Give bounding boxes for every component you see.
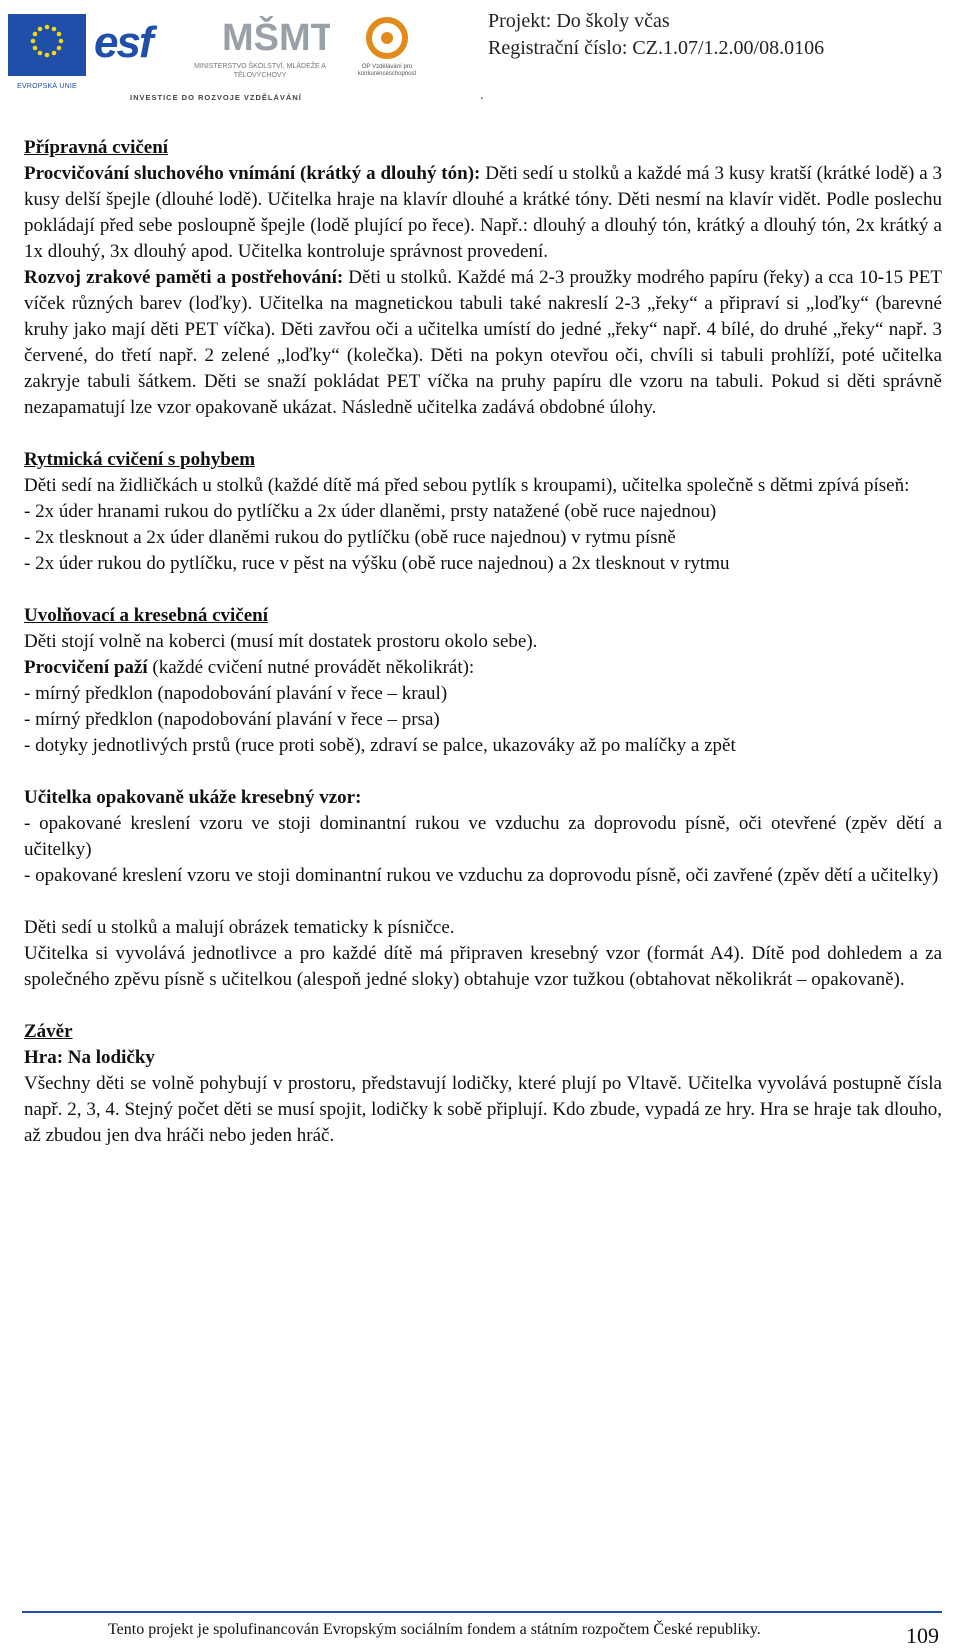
page-header	[0, 0, 960, 115]
visual-paragraph	[24, 265, 942, 421]
project-name: Projekt: Do školy včas	[488, 10, 670, 32]
header-dot: .	[480, 88, 484, 103]
op-caption: OP Vzdělávání pro konkurenceschopnost	[357, 64, 417, 77]
hearing-label: Procvičování sluchového vnímání (krátký a dlouhý tón):	[24, 163, 481, 184]
registration-number: Registrační číslo: CZ.1.07/1.2.00/08.0106	[488, 37, 825, 59]
visual-label: Rozvoj zrakové paměti a postřehování:	[24, 267, 344, 288]
rhythm-intro: Děti sedí na židličkách u stolků (každé dítě má před sebou pytlík s kroupami), učitelka společně s dětmi zpívá píseň:	[24, 475, 910, 496]
op-logo	[352, 12, 422, 82]
eu-caption: EVROPSKÁ UNIE	[17, 83, 77, 90]
eu-flag-logo	[8, 14, 86, 90]
sitting-line: Učitelka si vyvolává jednotlivce a pro každé dítě má připraven kresebný vzor (formát A4). Dítě pod dohledem a za společného zpěvu písně s učitelkou (alespoň jedné sloky) obtahuje vzor tužkou (obtahovat několikrát – opakovaně).	[24, 943, 942, 990]
msmt-logo	[190, 10, 330, 85]
rhythm-heading: Rytmická cvičení s pohybem	[24, 449, 256, 470]
hearing-text: Děti sedí u stolků a každé má 3 kusy kratší (krátké lodě) a 3 kusy delší špejle (dlouhé lodě). Učitelka hraje na klavír dlouhé a krátké tóny. Děti nesmí na klavír vidět. Podle poslechu pokládají před sebe posloupně špejle (lodě plující po řece). Např.: dlouhý a dlouhý tón, krátký a dlouhý tón, 2x krátký a 1x dlouhý, 3x dlouhý apod. Učitelka kontroluje správnost provedení.	[24, 163, 942, 262]
esf-logo-text: esf	[94, 18, 152, 67]
relax-heading: Uvolňovací a kresebná cvičení	[24, 605, 269, 626]
list-item: - opakované kreslení vzoru ve stoji dominantní rukou ve vzduchu za doprovodu písně, oči zavřené (zpěv dětí a učitelky)	[24, 865, 939, 886]
list-item: - 2x úder hranami rukou do pytlíčku a 2x úder dlaněmi, prsty natažené (obě ruce najednou)	[24, 501, 717, 522]
msmt-caption: MINISTERSTVO ŠKOLSTVÍ, MLÁDEŽE A TĚLOVÝCHOVY	[194, 63, 326, 79]
game-text: Všechny děti se volně pohybují v prostoru, představují lodičky, které plují po Vltavě. Učitelka vyvolává postupně čísla např. 2, 3, 4. Stejný počet děti se musí spojit, lodičky k sobě připlují. Kdo zbude, vypadá ze hry. Hra se hraje tak dlouho, až zbudou jen dva hráči nebo jeden hráč.	[24, 1073, 942, 1146]
hearing-paragraph	[24, 161, 942, 265]
footer-text: Tento projekt je spolufinancován Evropským sociálním fondem a státním rozpočtem České republiky.	[108, 1621, 761, 1638]
list-item: - 2x úder rukou do pytlíčku, ruce v pěst na výšku (obě ruce najednou) a 2x tlesknout v rytmu	[24, 553, 730, 574]
arms-paragraph	[24, 655, 942, 681]
footer-divider	[22, 1611, 942, 1613]
relax-intro: Děti stojí volně na koberci (musí mít dostatek prostoru okolo sebe).	[24, 631, 538, 652]
list-item: - mírný předklon (napodobování plavání v řece – prsa)	[24, 709, 440, 730]
page-number: 109	[906, 1623, 939, 1648]
document-body	[24, 135, 942, 1149]
arms-text: (každé cvičení nutné provádět několikrát):	[147, 657, 475, 678]
list-item: - opakované kreslení vzoru ve stoji dominantní rukou ve vzduchu za doprovodu písně, oči otevřené (zpěv dětí a učitelky)	[24, 813, 942, 860]
end-heading: Závěr	[24, 1021, 73, 1042]
list-item: - dotyky jednotlivých prstů (ruce proti sobě), zdraví se palce, ukazováky až po malíčky a zpět	[24, 735, 736, 756]
game-label: Hra: Na lodičky	[24, 1047, 155, 1068]
svg-text:MŠMT: MŠMT	[222, 17, 330, 59]
sitting-line: Děti sedí u stolků a malují obrázek tematicky k písničce.	[24, 917, 455, 938]
investment-slogan: INVESTICE DO ROZVOJE VZDĚLÁVÁNÍ	[130, 93, 302, 102]
list-item: - 2x tlesknout a 2x úder dlaněmi rukou do pytlíčku (obě ruce najednou) v rytmu písně	[24, 527, 676, 548]
prep-heading: Přípravná cvičení	[24, 137, 169, 158]
drawing-label: Učitelka opakovaně ukáže kresebný vzor:	[24, 787, 362, 808]
esf-logo	[90, 14, 168, 76]
list-item: - mírný předklon (napodobování plavání v řece – kraul)	[24, 683, 448, 704]
arms-label: Procvičení paží	[24, 657, 148, 678]
visual-text: Děti u stolků. Každé má 2-3 proužky modrého papíru (řeky) a cca 10-15 PET víček různých barev (loďky). Učitelka na magnetickou tabuli také nakreslí 2-3 „řeky“ a připraví si „loďky“ (barevné kruhy jako mají děti PET víčka). Děti zavřou oči a učitelka umístí do jedné „řeky“ např. 4 bílé, do druhé „řeky“ např. 3 červené, do třetí např. 2 zelené „loďky“ (kolečka). Děti na pokyn otevřou oči, chvíli si tabuli prohlíží, poté učitelka zakryje tabuli šátkem. Děti se snaží pokládat PET víčka na pruhy papíru dle vzoru na tabuli. Pokud si děti správně nezapamatují lze vzor opakovaně ukázat. Následně učitelka zadává obdobné úlohy.	[24, 267, 942, 418]
project-info	[488, 8, 824, 62]
